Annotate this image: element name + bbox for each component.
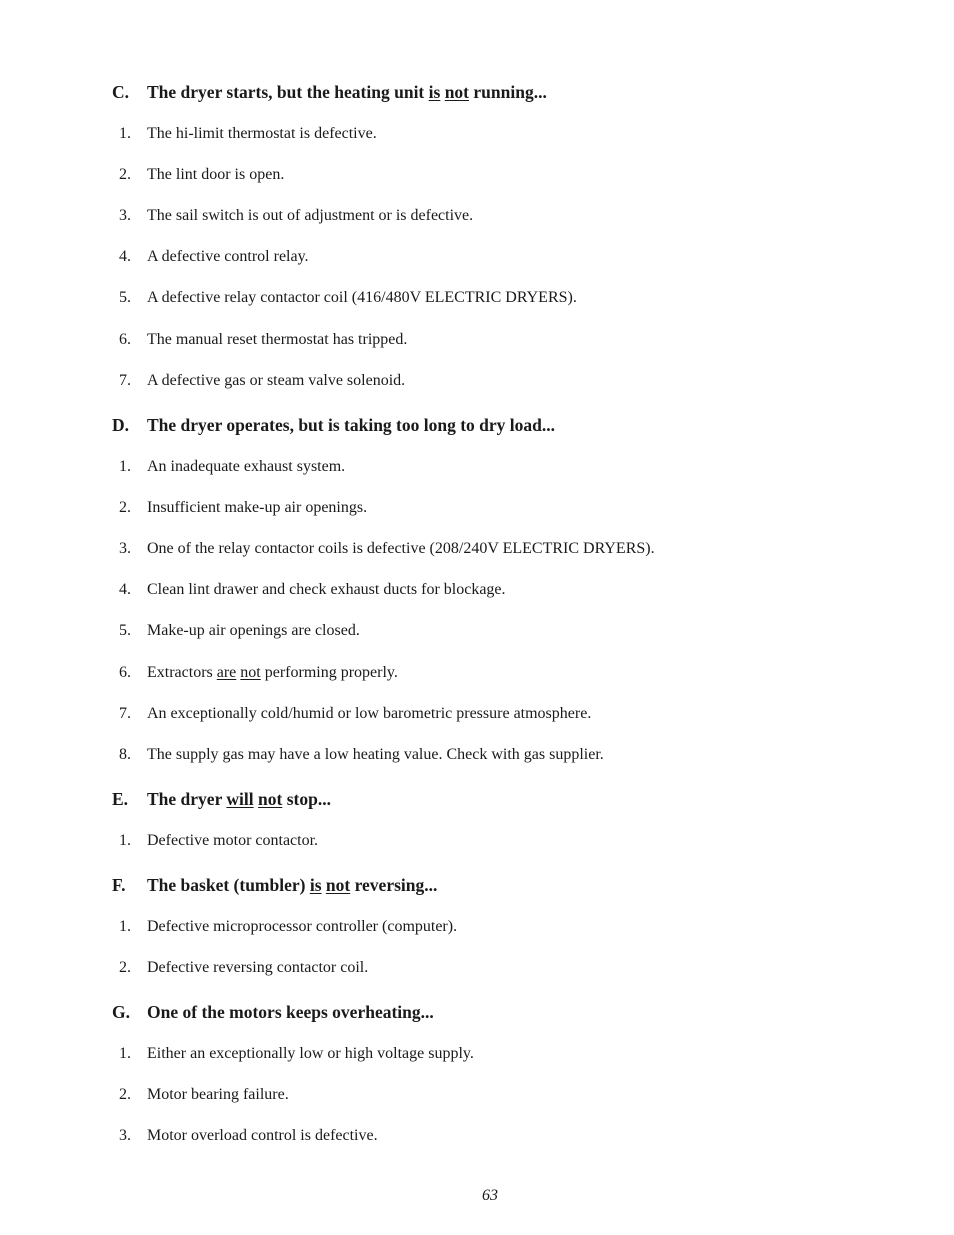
underlined-word: not: [444, 82, 470, 102]
heading-text: The dryer operates, but is taking too long to dry load...: [147, 415, 556, 435]
section-c-heading: [112, 81, 547, 103]
heading-text: The dryer starts, but the heating unit: [147, 82, 429, 102]
list-item: 1. An inadequate exhaust system.: [119, 458, 346, 475]
page-number: 63: [482, 1187, 498, 1204]
heading-text: The basket (tumbler): [147, 875, 310, 895]
underlined-word: will: [226, 789, 254, 809]
section-letter: F.: [112, 875, 126, 895]
list-item: 8. The supply gas may have a low heating value. Check with gas supplier.: [119, 746, 604, 763]
underlined-word: is: [428, 82, 441, 102]
list-item: 6. The manual reset thermostat has tripped.: [119, 331, 408, 348]
list-item: 3. The sail switch is out of adjustment or is defective.: [119, 207, 474, 224]
section-letter: D.: [112, 415, 130, 435]
section-letter: C.: [112, 82, 130, 102]
list-item: 2. Insufficient make-up air openings.: [119, 499, 368, 516]
list-item: 6. Extractors are not performing properly.: [119, 664, 398, 681]
list-item: 1. Defective motor contactor.: [119, 832, 319, 849]
underlined-word: is: [309, 875, 322, 895]
heading-text: One of the motors keeps overheating...: [147, 1002, 434, 1022]
list-item: 7. An exceptionally cold/humid or low barometric pressure atmosphere.: [119, 705, 592, 722]
heading-text: running...: [469, 82, 547, 102]
list-item: 2. Defective reversing contactor coil.: [119, 959, 369, 976]
section-d-heading: [112, 414, 555, 436]
list-item: 4. A defective control relay.: [119, 248, 309, 265]
list-item: 7. A defective gas or steam valve solenoid.: [119, 372, 406, 389]
underlined-word: not: [258, 789, 283, 809]
heading-text: stop...: [282, 789, 331, 809]
section-g-heading: [112, 1001, 434, 1023]
underlined-word: not: [240, 664, 261, 681]
section-e-heading: [112, 788, 331, 810]
underlined-word: are: [216, 664, 237, 681]
list-item: 2. The lint door is open.: [119, 166, 285, 183]
list-item: 2. Motor bearing failure.: [119, 1086, 289, 1103]
list-item: 1. The hi-limit thermostat is defective.: [119, 125, 377, 142]
heading-text: reversing...: [350, 875, 438, 895]
section-letter: G.: [112, 1002, 130, 1022]
section-letter: E.: [112, 789, 129, 809]
list-item: 3. One of the relay contactor coils is defective (208/240V ELECTRIC DRYERS).: [119, 540, 655, 557]
heading-text: The dryer: [147, 789, 227, 809]
list-item: 4. Clean lint drawer and check exhaust ducts for blockage.: [119, 581, 506, 598]
list-item: 1. Defective microprocessor controller (computer).: [119, 918, 458, 935]
list-item: 1. Either an exceptionally low or high voltage supply.: [119, 1045, 474, 1062]
list-item: 5. Make-up air openings are closed.: [119, 622, 360, 639]
list-item: 3. Motor overload control is defective.: [119, 1127, 378, 1144]
underlined-word: not: [325, 875, 351, 895]
list-item: 5. A defective relay contactor coil (416/480V ELECTRIC DRYERS).: [119, 289, 577, 306]
section-f-heading: [112, 874, 437, 896]
